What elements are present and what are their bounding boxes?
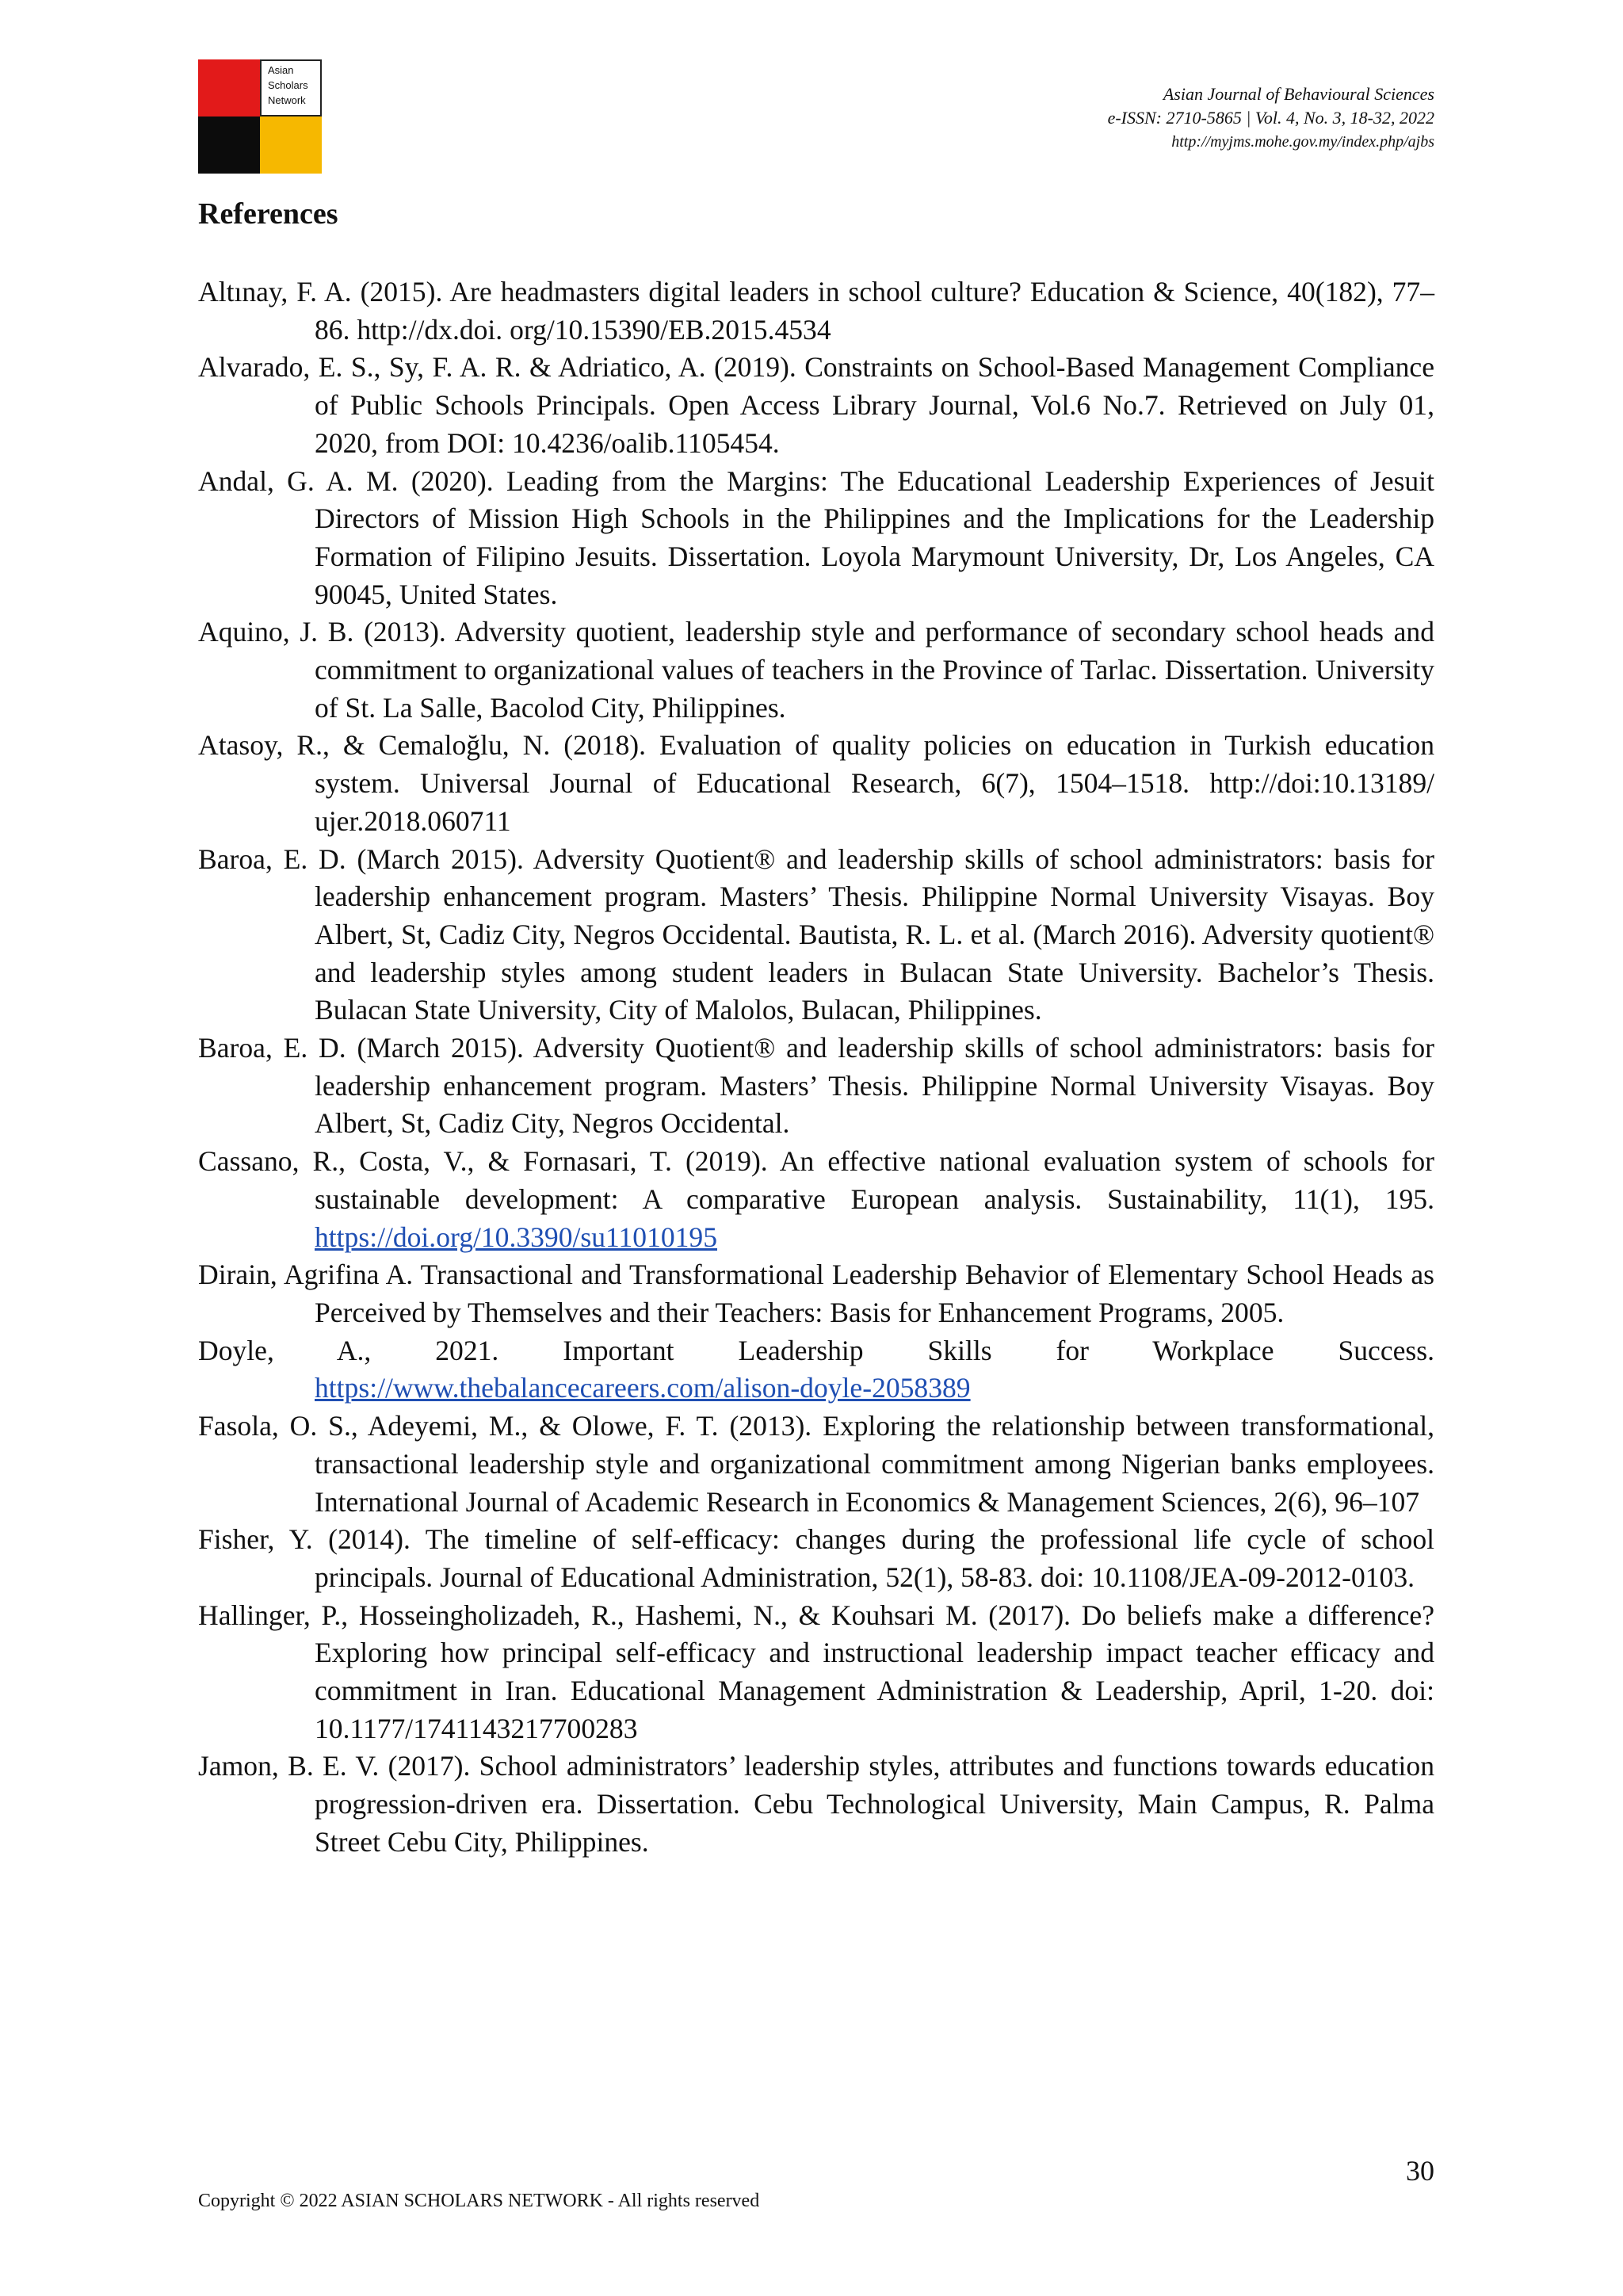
reference-text: Jamon, B. E. V. (2017). School administrators’ leadership styles, attributes and functions towards education progression-driven era. Dissertation. Cebu Technological University, Main Campus, R. Palma Street Cebu City, Philippines. (198, 1750, 1434, 1858)
reference-entry (198, 1332, 1434, 1408)
reference-text: Baroa, E. D. (March 2015). Adversity Quotient® and leadership skills of school administrators: basis for leadership enhancement program. Masters’ Thesis. Philippine Normal University Visayas. Boy Albert, St, Cadiz City, Negros Occidental. Bautista, R. L. et al. (March 2016). Adversity quotient® and leadership styles among student leaders in Bulacan State University. Bachelor’s Thesis. Bulacan State University, City of Malolos, Bulacan, Philippines. (198, 842, 1434, 1026)
reference-entry (198, 1748, 1434, 1861)
reference-entry (198, 1408, 1434, 1521)
references-heading: References (198, 197, 338, 231)
logo-text-square (260, 59, 322, 117)
reference-entry (198, 1256, 1434, 1331)
journal-header (1108, 82, 1434, 154)
reference-text: Hallinger, P., Hosseingholizadeh, R., Hashemi, N., & Kouhsari M. (2017). Do beliefs make a difference? Exploring how principal self-efficacy and instructional leadership impact teacher efficacy and commitment in Iran. Educational Management Administration & Leadership, April, 1-20. doi: 10.1177/1741143217700283 (198, 1599, 1434, 1744)
reference-link[interactable]: https://doi.org/10.3390/su11010195 (315, 1221, 718, 1253)
reference-text: Alvarado, E. S., Sy, F. A. R. & Adriatico, A. (2019). Constraints on School-Based Management Compliance of Public Schools Principals. Open Access Library Journal, Vol.6 No.7. Retrieved on July 01, 2020, from DOI: 10.4236/oalib.1105454. (198, 351, 1434, 459)
reference-entry (198, 1597, 1434, 1748)
reference-entry (198, 273, 1434, 349)
copyright-notice: Copyright © 2022 ASIAN SCHOLARS NETWORK - All rights reserved (198, 2191, 760, 2211)
reference-entry (198, 1030, 1434, 1143)
reference-text: Atasoy, R., & Cemaloğlu, N. (2018). Evaluation of quality policies on education in Turkish education system. Universal Journal of Educational Research, 6(7), 1504–1518. http://doi:10.13189/ ujer.2018.060711 (198, 729, 1434, 837)
reference-entry (198, 1521, 1434, 1596)
page-number: 30 (1406, 2155, 1434, 2187)
reference-text: Cassano, R., Costa, V., & Fornasari, T. (2019). An effective national evaluation system of schools for sustainable development: A comparative European analysis. Sustainability, 11(1), 195. (198, 1145, 1434, 1215)
reference-text: Fasola, O. S., Adeyemi, M., & Olowe, F. T. (2013). Exploring the relationship between transformational, transactional leadership style and organizational commitment among Nigerian banks employees. International Journal of Academic Research in Economics & Management Sciences, 2(6), 96–107 (198, 1410, 1434, 1518)
reference-entry (198, 841, 1434, 1030)
reference-text: Aquino, J. B. (2013). Adversity quotient, leadership style and performance of secondary school heads and commitment to organizational values of teachers in the Province of Tarlac. Dissertation. University of St. La Salle, Bacolod City, Philippines. (198, 616, 1434, 724)
reference-text: Andal, G. A. M. (2020). Leading from the Margins: The Educational Leadership Experiences of Jesuit Directors of Mission High Schools in the Philippines and the Implications for the Leadership Formation of Filipino Jesuits. Dissertation. Loyola Marymount University, Dr, Los Angeles, CA 90045, United States. (198, 464, 1434, 610)
logo-text-line: Scholars (268, 79, 308, 91)
reference-text: Fisher, Y. (2014). The timeline of self-efficacy: changes during the professional life cycle of school principals. Journal of Educational Administration, 52(1), 58-83. doi: 10.1108/JEA-09-2012-0103. (198, 1523, 1434, 1593)
reference-entry (198, 1143, 1434, 1256)
logo-yellow-square (260, 117, 322, 174)
reference-link[interactable]: https://www.thebalancecareers.com/alison-doyle-2058389 (315, 1372, 971, 1404)
logo-text-line: Asian (268, 64, 294, 76)
journal-issn: e-ISSN: 2710-5865 | Vol. 4, No. 3, 18-32, 2022 (1107, 108, 1434, 128)
reference-text: Baroa, E. D. (March 2015). Adversity Quotient® and leadership skills of school administrators: basis for leadership enhancement program. Masters’ Thesis. Philippine Normal University Visayas. Boy Albert, St, Cadiz City, Negros Occidental. (198, 1032, 1434, 1140)
logo-text-line: Network (268, 94, 306, 106)
logo-black-square (198, 117, 260, 174)
reference-text: Dirain, Agrifina A. Transactional and Transformational Leadership Behavior of Elementary School Heads as Perceived by Themselves and their Teachers: Basis for Enhancement Programs, 2005. (198, 1259, 1434, 1328)
reference-entry (198, 613, 1434, 727)
reference-entry (198, 727, 1434, 840)
journal-url: http://myjms.mohe.gov.my/index.php/ajbs (1171, 133, 1434, 151)
reference-entry (198, 463, 1434, 614)
asian-scholars-network-logo (198, 59, 322, 174)
logo-red-square (198, 59, 260, 117)
reference-entry (198, 349, 1434, 462)
reference-list (198, 273, 1434, 1862)
reference-text: Doyle, A., 2021. Important Leadership Skills for Workplace Success. (198, 1334, 1434, 1366)
journal-title: Asian Journal of Behavioural Sciences (1163, 84, 1434, 104)
reference-text: Altınay, F. A. (2015). Are headmasters digital leaders in school culture? Education & Science, 40(182), 77–86. http://dx.doi. org/10.15390/EB.2015.4534 (198, 276, 1434, 346)
